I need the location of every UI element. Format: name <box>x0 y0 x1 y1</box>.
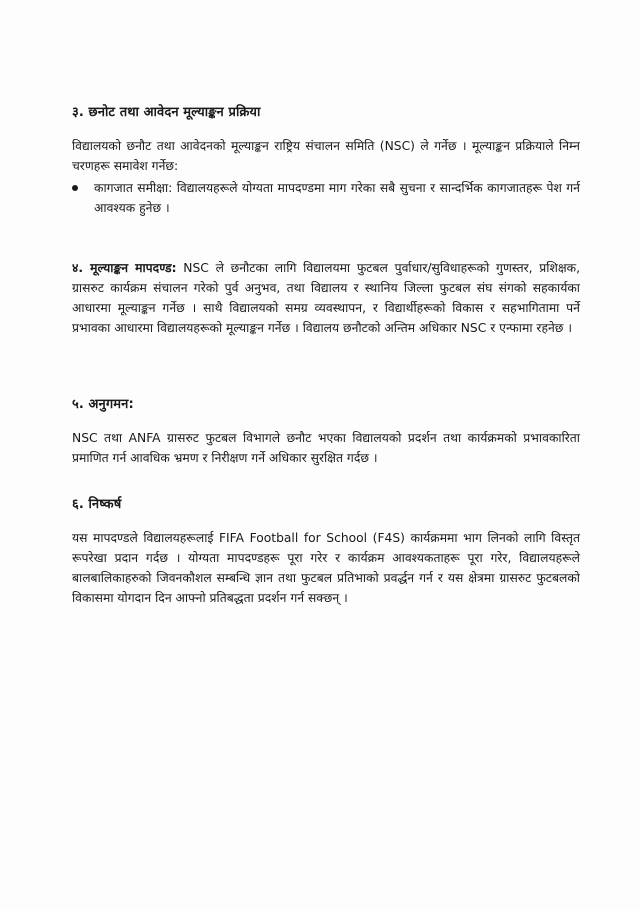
section-3-heading: ३. छनोट तथा आवेदन मूल्याङ्कन प्रक्रिया <box>72 105 261 120</box>
section-evaluation-criteria <box>72 258 580 338</box>
bullet-icon <box>72 185 78 191</box>
section-4-heading: ४. मूल्याङ्कन मापदण्ड: <box>72 261 177 275</box>
section-monitoring <box>72 396 580 468</box>
section-conclusion <box>72 496 580 608</box>
section-6-heading: ६. निष्कर्ष <box>72 497 122 512</box>
section-6-paragraph: यस मापदण्डले विद्यालयहरूलाई FIFA Football for School (F4S) कार्यक्रममा भाग लिनको लागि विस्तृत रूपरेखा प्रदान गर्दछ । योग्यता मापदण्डहरू पूरा गरेर र कार्यक्रम आवश्यकताहरू पूरा गरेर, विद्यालयहरूले बालबालिकाहरुको जिवनकौशल सम्बन्धि ज्ञान तथा फुटबल प्रतिभाको प्रवर्द्धन गर्न र यस क्षेत्रमा ग्रासरुट फुटबलको विकासमा योगदान दिन आफ्नो प्रतिबद्धता प्रदर्शन गर्न सक्छन् । <box>72 531 580 605</box>
document-review-item <box>72 178 580 218</box>
section-5-heading: ५. अनुगमन: <box>72 397 134 412</box>
document-review-text: कागजात समीक्षा: विद्यालयहरूले योग्यता मापदण्डमा माग गरेका सबै सुचना र सान्दर्भिक कागजातहरू पेश गर्न आवश्यक हुनेछ । <box>94 181 580 215</box>
section-4-paragraph <box>72 258 580 338</box>
section-4-text: NSC ले छनौटका लागि विद्यालयमा फुटबल पुर्वाधार/सुविधाहरूको गुणस्तर, प्रशिक्षक, ग्रासरुट कार्यक्रम संचालन गरेको पुर्व अनुभव, तथा विद्यालय र स्थानिय जिल्ला फुटबल संघ संगको सहकार्यका आधारमा मूल्याङ्कन गर्नेछ । साथै विद्यालयको समग्र व्यवस्थापन, र विद्यार्थीहरूको विकास र सहभागितामा पर्ने प्रभावका आधारमा विद्यालयहरूको मूल्याङ्कन गर्नेछ । विद्यालय छनौटको अन्तिम अधिकार NSC र एन्फामा रहनेछ । <box>72 261 580 335</box>
section-3-paragraph: विद्यालयको छनौट तथा आवेदनको मूल्याङ्कन राष्ट्रिय संचालन समिति (NSC) ले गर्नेछ । मूल्याङ्कन प्रक्रियाले निम्न चरणहरू समावेश गर्नेछ: <box>72 139 580 173</box>
section-5-paragraph: NSC तथा ANFA ग्रासरुट फुटबल विभागले छनौट भएका विद्यालयको प्रदर्शन तथा कार्यक्रमको प्रभावकारिता प्रमाणित गर्न आवधिक भ्रमण र निरीक्षण गर्ने अधिकार सुरक्षित गर्दछ । <box>72 431 580 465</box>
section-evaluation-process <box>72 104 580 218</box>
